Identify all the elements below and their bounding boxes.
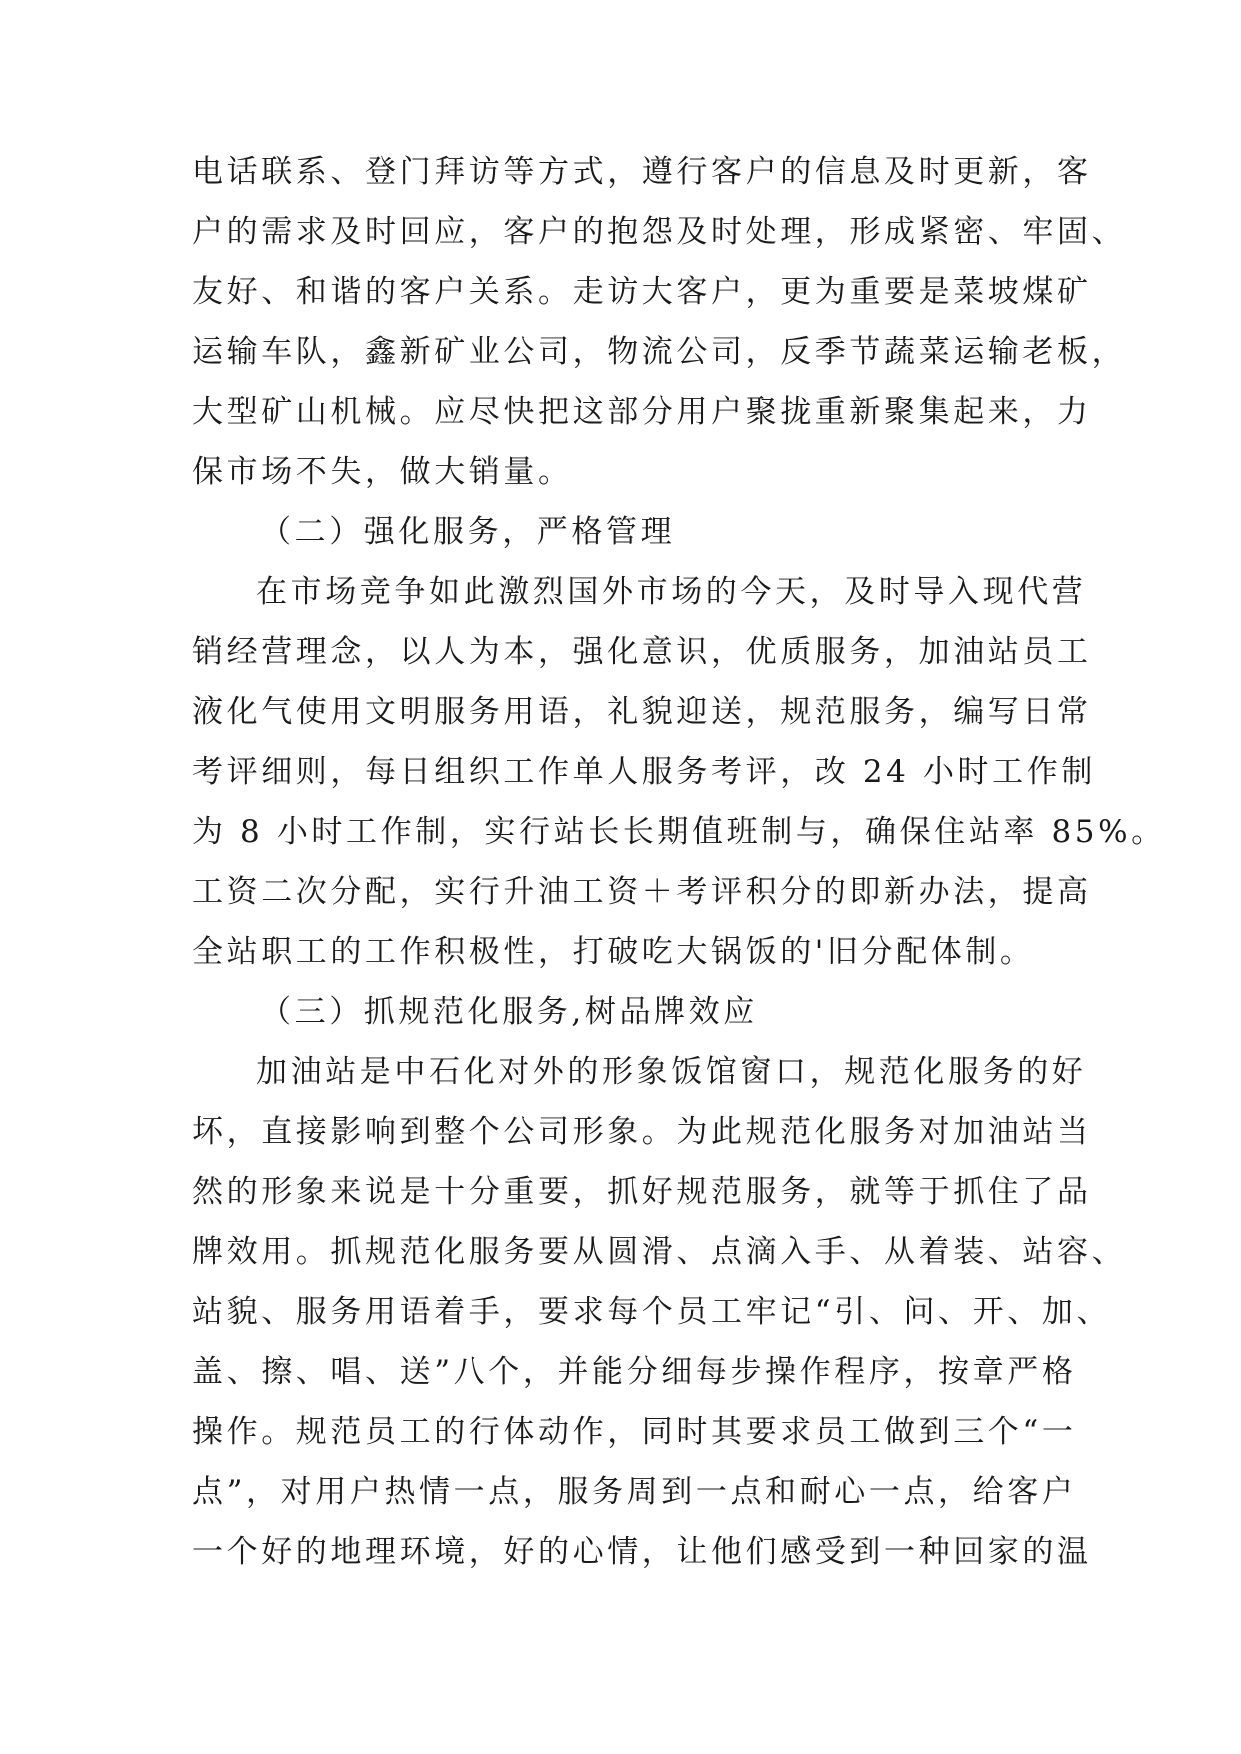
body-text-line: 全站职工的工作积极性，打破吃大锅饭的'旧分配体制。 (192, 934, 1035, 970)
section-heading: （二）强化服务，严格管理 (260, 514, 676, 550)
body-text-line: 户的需求及时回应，客户的抱怨及时处理，形成紧密、牢固、 (192, 214, 1127, 250)
body-text-line: 操作。规范员工的行体动作，同时其要求员工做到三个“一 (192, 1414, 1077, 1450)
body-text-line: 工资二次分配，实行升油工资＋考评积分的即新办法，提高 (192, 874, 1092, 910)
body-text-line: 牌效用。抓规范化服务要从圆滑、点滴入手、从着装、站容、 (192, 1234, 1127, 1270)
section-heading: （三）抓规范化服务,树品牌效应 (260, 994, 758, 1030)
body-text-line: 站貌、服务用语着手，要求每个员工牢记“引、问、开、加、 (192, 1294, 1112, 1330)
body-text-line: 为 8 小时工作制，实行站长长期值班制与，确保住站率 85%。 (192, 814, 1166, 850)
body-text-line: 友好、和谐的客户关系。走访大客户，更为重要是菜坡煤矿 (192, 274, 1092, 310)
body-text-line: 考评细则，每日组织工作单人服务考评，改 24 小时工作制 (192, 754, 1096, 790)
paragraph-first-line: 在市场竞争如此激烈国外市场的今天，及时导入现代营 (256, 574, 1087, 610)
body-text-line: 大型矿山机械。应尽快把这部分用户聚拢重新聚集起来，力 (192, 394, 1092, 430)
body-text-line: 然的形象来说是十分重要，抓好规范服务，就等于抓住了品 (192, 1174, 1092, 1210)
body-text-line: 电话联系、登门拜访等方式，遵行客户的信息及时更新，客 (192, 154, 1092, 190)
body-text-line: 一个好的地理环境，好的心情，让他们感受到一种回家的温 (192, 1534, 1092, 1570)
paragraph-first-line: 加油站是中石化对外的形象饭馆窗口，规范化服务的好 (256, 1054, 1087, 1090)
body-text-line: 运输车队，鑫新矿业公司，物流公司，反季节蔬菜运输老板， (192, 334, 1127, 370)
body-text-line: 坏，直接影响到整个公司形象。为此规范化服务对加油站当 (192, 1114, 1092, 1150)
body-text-line: 盖、擦、唱、送”八个，并能分细每步操作程序，按章严格 (192, 1354, 1077, 1390)
body-text-line: 销经营理念，以人为本，强化意识，优质服务，加油站员工 (192, 634, 1092, 670)
body-text-line: 液化气使用文明服务用语，礼貌迎送，规范服务，编写日常 (192, 694, 1092, 730)
body-text-line: 保市场不失，做大销量。 (192, 454, 573, 490)
body-text-line: 点”，对用户热情一点，服务周到一点和耐心一点，给客户 (192, 1474, 1077, 1510)
